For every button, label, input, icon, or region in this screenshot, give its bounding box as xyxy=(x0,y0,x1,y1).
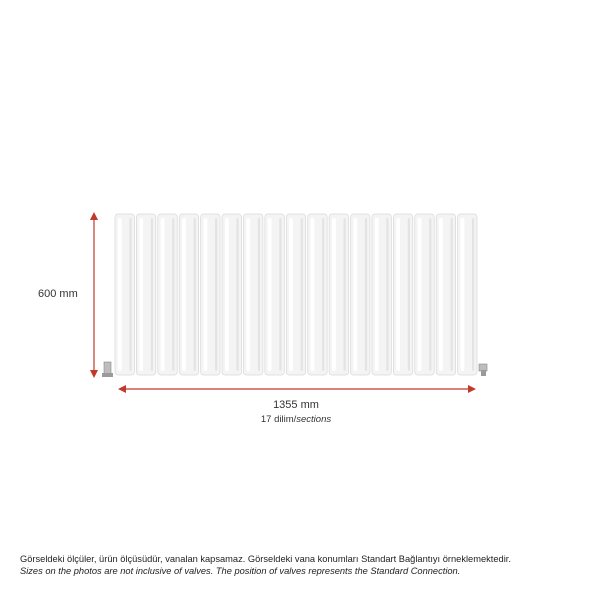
sections-count-label xyxy=(0,414,592,425)
radiator-section xyxy=(243,214,262,375)
height-arrow-head-top xyxy=(90,212,98,220)
section-highlight xyxy=(332,218,336,371)
section-shadow xyxy=(279,218,281,371)
left-valve-nut xyxy=(102,373,113,377)
left-valve-icon xyxy=(102,362,113,377)
width-dimension-label: 1355 mm xyxy=(273,399,319,411)
section-highlight xyxy=(460,218,464,371)
section-highlight xyxy=(396,218,400,371)
section-shadow xyxy=(172,218,174,371)
width-arrow-head-right xyxy=(468,385,476,393)
radiator-section xyxy=(351,214,370,375)
section-shadow xyxy=(258,218,260,371)
section-shadow xyxy=(236,218,238,371)
radiator-section xyxy=(286,214,305,375)
section-shadow xyxy=(215,218,217,371)
radiator-section xyxy=(372,214,391,375)
section-shadow xyxy=(322,218,324,371)
radiator-section xyxy=(415,214,434,375)
radiator-section xyxy=(308,214,327,375)
section-shadow xyxy=(451,218,453,371)
section-highlight xyxy=(268,218,272,371)
height-dimension-label: 600 mm xyxy=(38,288,78,300)
radiator-section xyxy=(436,214,455,375)
section-highlight xyxy=(418,218,422,371)
section-highlight xyxy=(118,218,122,371)
disclaimer-line-tr: Görseldeki ölçüler, ürün ölçüsüdür, vanalan kapsamaz. Görseldeki vana konumları Standart Bağlantıyı örneklemektedir. xyxy=(20,554,511,564)
right-valve-icon xyxy=(479,364,487,376)
section-highlight xyxy=(161,218,165,371)
section-highlight xyxy=(375,218,379,371)
section-highlight xyxy=(289,218,293,371)
section-shadow xyxy=(429,218,431,371)
radiator-section xyxy=(265,214,284,375)
radiator-section xyxy=(115,214,134,375)
right-valve-body xyxy=(479,364,487,371)
radiator-section xyxy=(136,214,155,375)
section-highlight xyxy=(439,218,443,371)
section-shadow xyxy=(151,218,153,371)
section-shadow xyxy=(344,218,346,371)
radiator-sections xyxy=(115,214,477,375)
section-highlight xyxy=(246,218,250,371)
section-highlight xyxy=(182,218,186,371)
section-shadow xyxy=(301,218,303,371)
height-arrow xyxy=(90,212,98,378)
section-shadow xyxy=(386,218,388,371)
section-highlight xyxy=(311,218,315,371)
right-valve-nut xyxy=(481,370,486,376)
radiator-section xyxy=(329,214,348,375)
disclaimer-note xyxy=(20,553,580,577)
width-arrow-head-left xyxy=(118,385,126,393)
sections-label-en: sections xyxy=(296,414,332,425)
sections-label-tr: 17 dilim/ xyxy=(260,414,297,425)
section-highlight xyxy=(139,218,143,371)
radiator-section xyxy=(222,214,241,375)
section-shadow xyxy=(408,218,410,371)
height-arrow-head-bottom xyxy=(90,370,98,378)
section-highlight xyxy=(204,218,208,371)
radiator-section xyxy=(458,214,477,375)
radiator-section xyxy=(158,214,177,375)
section-highlight xyxy=(225,218,229,371)
disclaimer-line-en: Sizes on the photos are not inclusive of valves. The position of valves represents the Standard Connection. xyxy=(20,566,461,576)
section-shadow xyxy=(194,218,196,371)
section-shadow xyxy=(472,218,474,371)
section-shadow xyxy=(365,218,367,371)
radiator-section xyxy=(179,214,198,375)
section-shadow xyxy=(129,218,131,371)
radiator-section xyxy=(393,214,412,375)
section-highlight xyxy=(353,218,357,371)
width-arrow xyxy=(118,385,476,393)
radiator-section xyxy=(201,214,220,375)
